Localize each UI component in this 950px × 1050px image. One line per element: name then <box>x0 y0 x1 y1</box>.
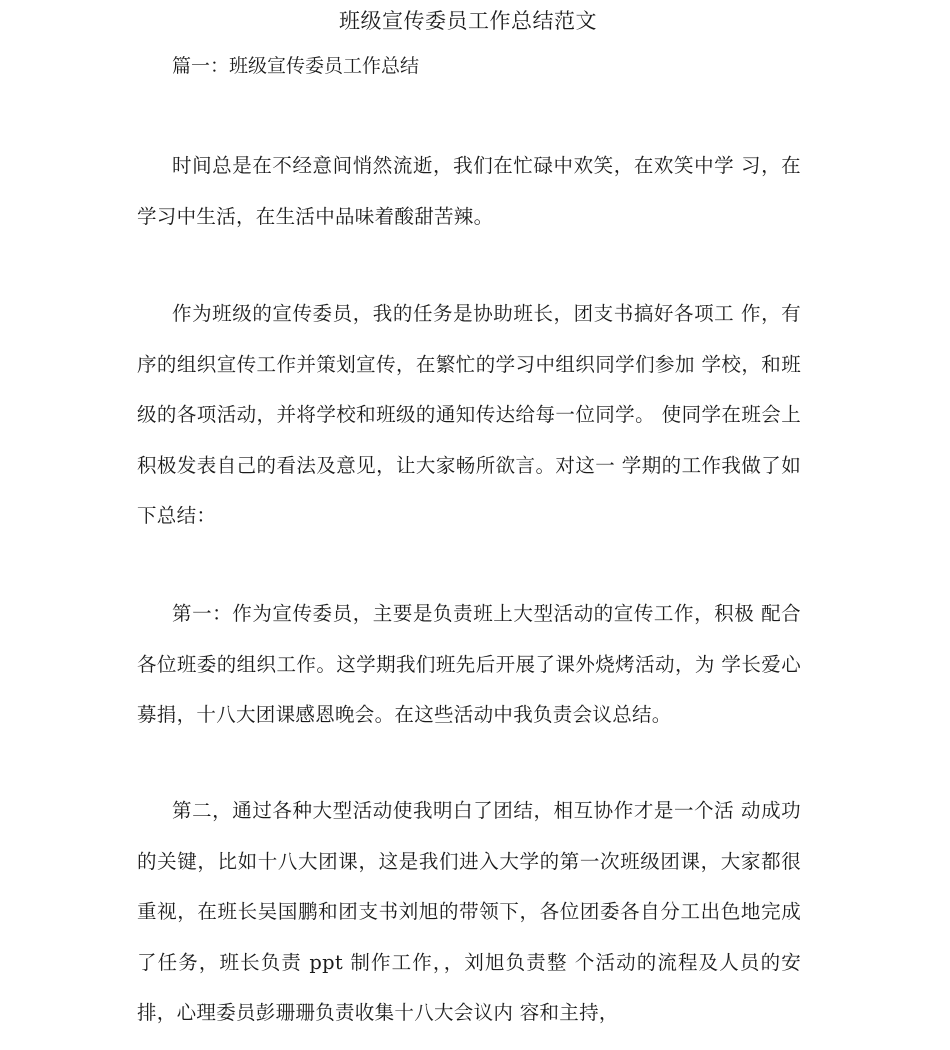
section-heading: 篇一：班级宣传委员工作总结 <box>172 55 420 77</box>
document-title: 班级宣传委员工作总结范文 <box>339 9 597 33</box>
paragraph: 作为班级的宣传委员，我的任务是协助班长，团支书搞好各项工 作，有序的组织宣传工作并策划宣传，在繁忙的学习中组织同学们参加 学校，和班级的各项活动，并将学校和班级的通知传达给每一位同学。 使同学在班会上积极发表自己的看法及意见，让大家畅所欲言。对这一 学期的工作我做了如下总结： <box>137 302 801 527</box>
paragraph: 时间总是在不经意间悄然流逝，我们在忙碌中欢笑，在欢笑中学 习，在学习中生活，在生活中品味着酸甜苦辣。 <box>137 154 801 228</box>
paragraph: 第一：作为宣传委员，主要是负责班上大型活动的宣传工作，积极 配合各位班委的组织工作。这学期我们班先后开展了课外烧烤活动，为 学长爱心募捐，十八大团课感恩晚会。在这些活动中我负责会议总结。 <box>137 602 801 726</box>
paragraph: 第二，通过各种大型活动使我明白了团结，相互协作才是一个活 动成功的关键，比如十八大团课，这是我们进入大学的第一次班级团课，大家都很重视，在班长吴国鹏和团支书刘旭的带领下，各位团委各自分工出色地完成了任务，班长负责 ppt 制作工作，，刘旭负责整 个活动的流程及人员的安排，心理委员彭珊珊负责收集十八大会议内 容和主持， <box>137 799 801 1024</box>
